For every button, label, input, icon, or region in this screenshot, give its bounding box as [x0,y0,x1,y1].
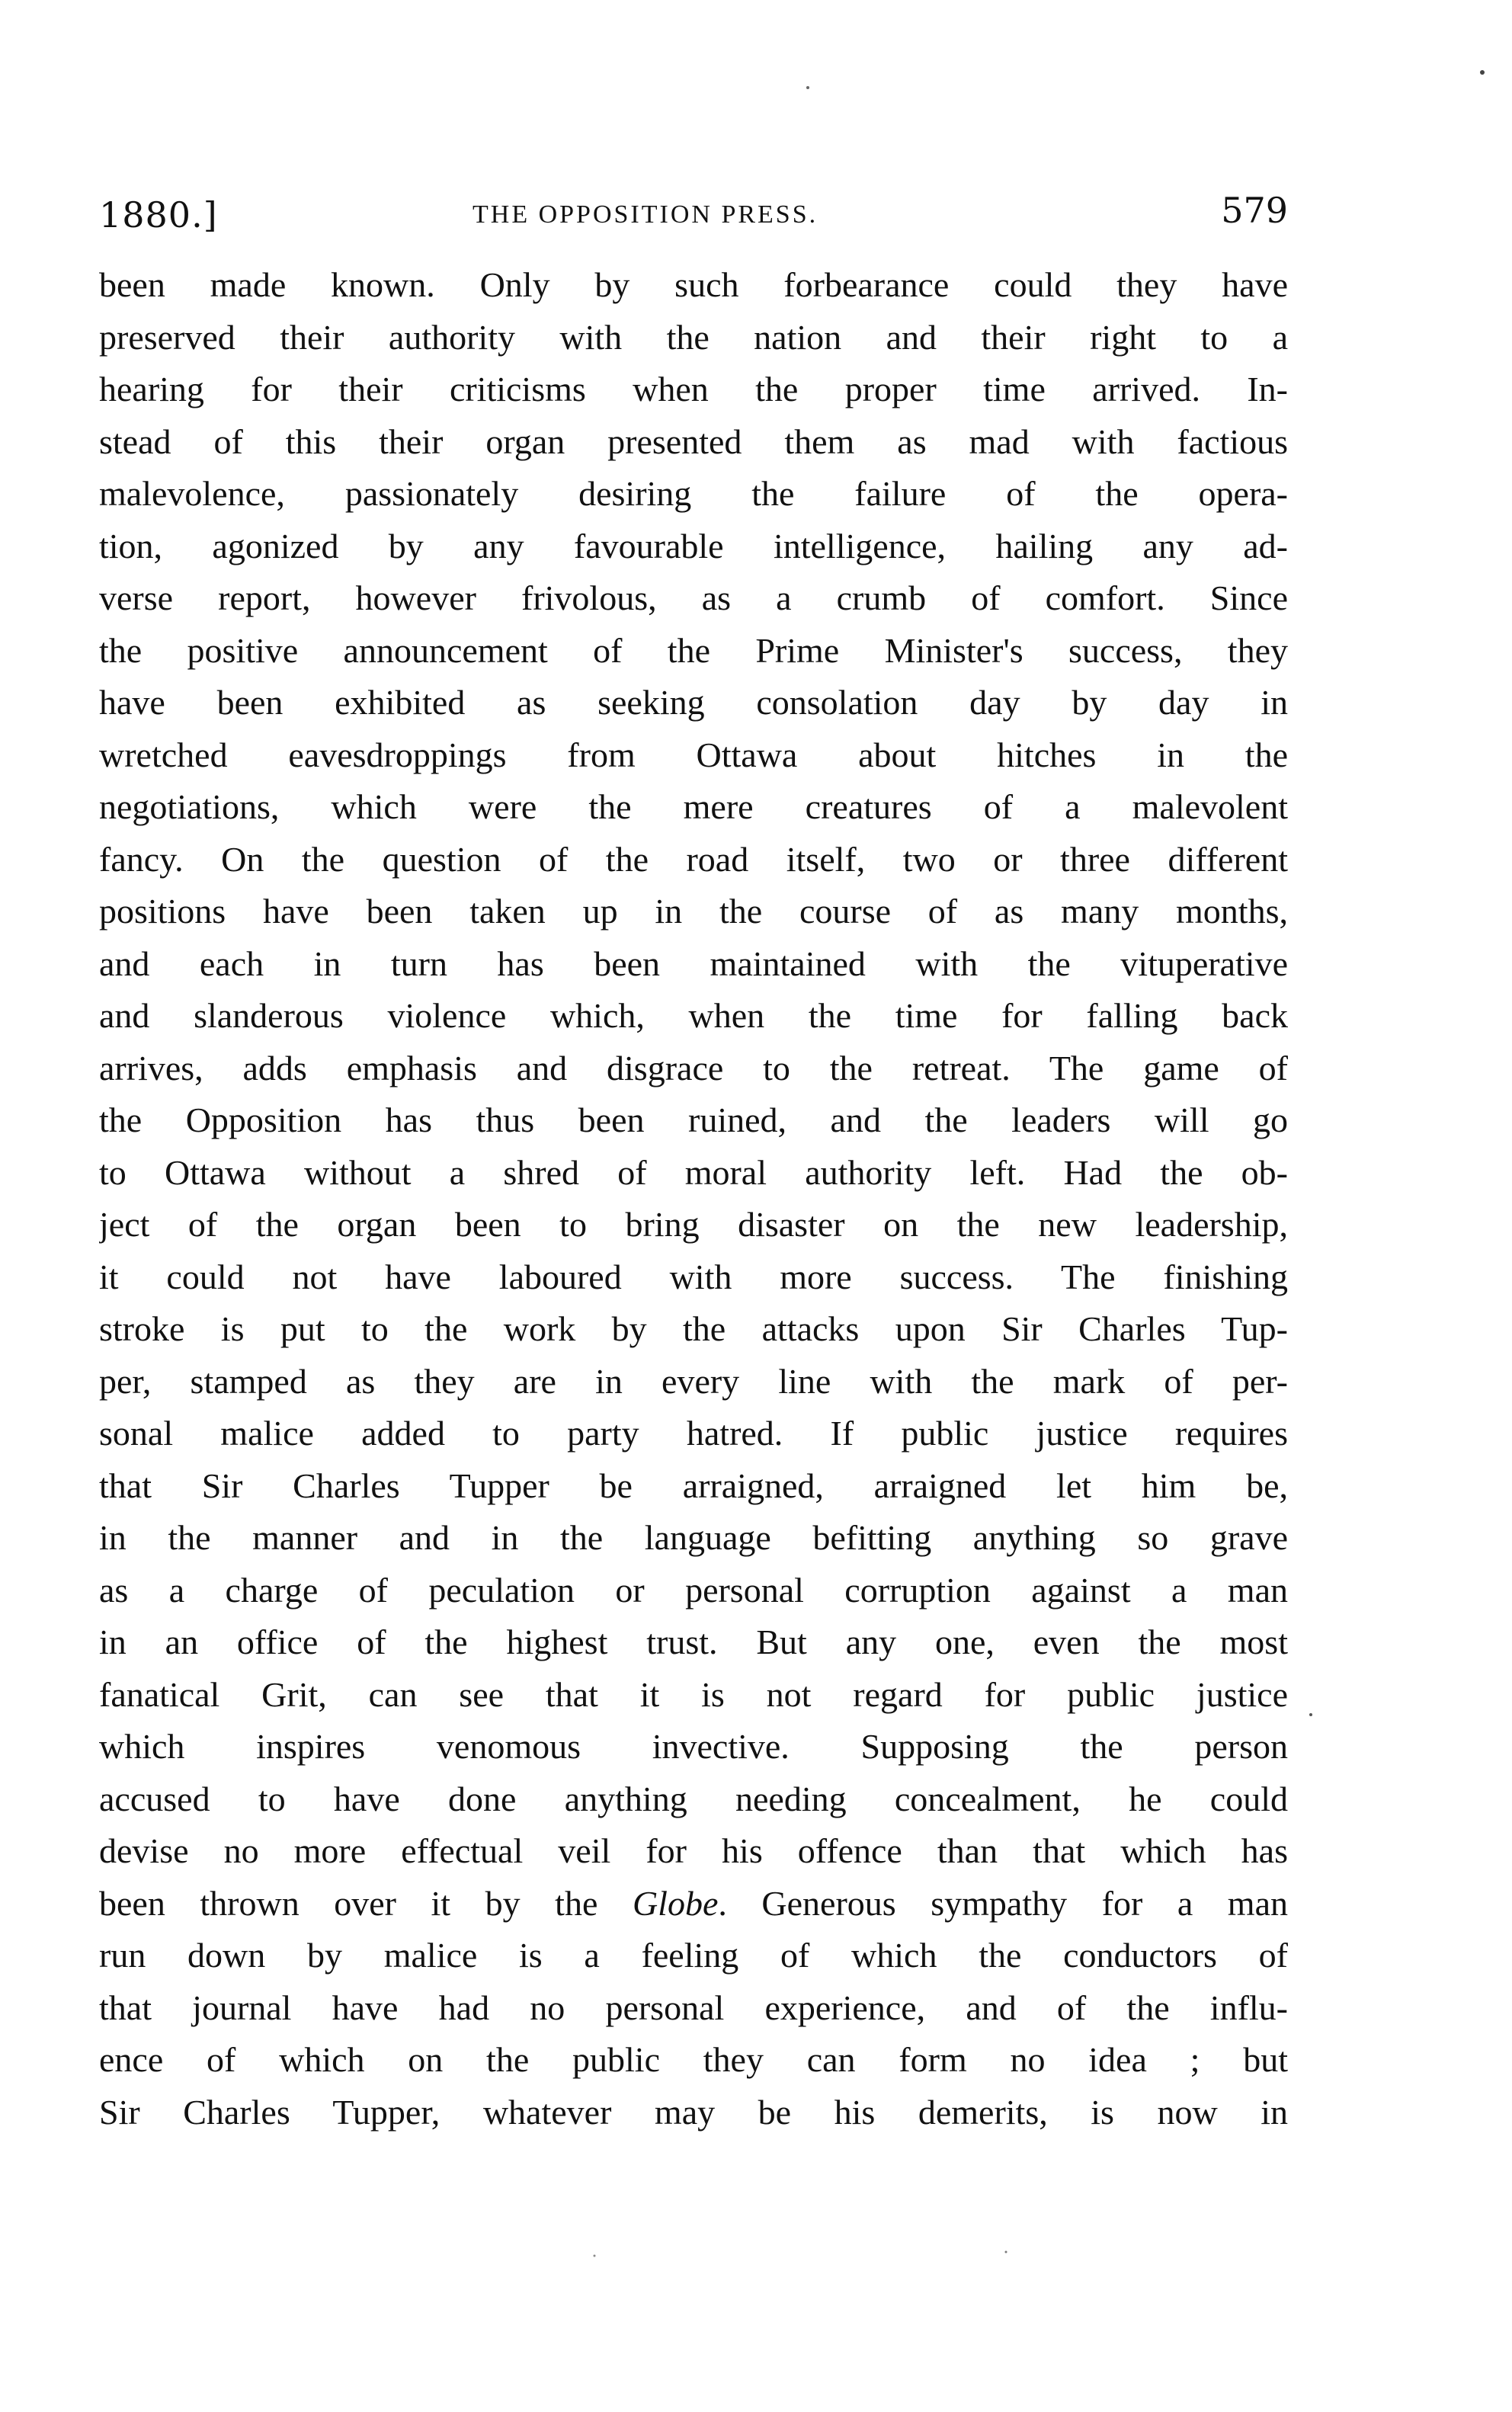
text-line: in the manner and in the language befitting anything so grave [99,1518,1288,1557]
text-line: devise no more effectual veil for his offence than that which has [99,1831,1288,1870]
body-text [99,259,1288,2378]
text-line: the Opposition has thus been ruined, and the leaders will go [99,1100,1288,1139]
text-line: been thrown over it by the Globe. Generous sympathy for a man [99,1883,1288,1923]
text-line: the positive announcement of the Prime Minister's success, they [99,630,1288,670]
newspaper-title: Globe [632,1883,719,1923]
text-line: in an office of the highest trust. But any one, even the most [99,1622,1288,1661]
text-line: accused to have done anything needing concealment, he could [99,1779,1288,1818]
text-line: been made known. Only by such forbearance could they have [99,265,1288,304]
text-line: fancy. On the question of the road itself, two or three different [99,839,1288,879]
text-line: have been exhibited as seeking consolation day by day in [99,683,1288,722]
text-line: as a charge of peculation or personal corruption against a man [99,1570,1288,1610]
running-head-title: THE OPPOSITION PRESS. [472,200,818,229]
text-line: per, stamped as they are in every line with the mark of per- [99,1361,1288,1401]
text-line: that Sir Charles Tupper be arraigned, arraigned let him be, [99,1465,1288,1505]
text-line: run down by malice is a feeling of which the conductors of [99,1936,1288,1975]
text-line: fanatical Grit, can see that it is not regard for public justice [99,1674,1288,1714]
running-head-year: 1880.] [99,194,218,235]
text-line: and slanderous violence which, when the time for falling back [99,996,1288,1035]
text-line: sonal malice added to party hatred. If public justice requires [99,1414,1288,1453]
text-line: ence of which on the public they can form no idea ; but [99,2040,1288,2079]
text-line: positions have been taken up in the course of as many months, [99,892,1288,931]
text-line: wretched eavesdroppings from Ottawa about hitches in the [99,735,1288,774]
text-line: negotiations, which were the mere creatures of a malevolent [99,787,1288,826]
text-line: preserved their authority with the nation and their right to a [99,317,1288,357]
text-line: stroke is put to the work by the attacks upon Sir Charles Tup- [99,1309,1288,1348]
running-head [99,190,1288,248]
text-line: stead of this their organ presented them as mad with factious [99,421,1288,461]
text-line: that journal have had no personal experience, and of the influ- [99,1988,1288,2027]
text-line: tion, agonized by any favourable intelligence, hailing any ad- [99,526,1288,565]
text-line: hearing for their criticisms when the proper time arrived. In- [99,370,1288,408]
text-line: and each in turn has been maintained with the vituperative [99,943,1288,983]
text-line: Sir Charles Tupper, whatever may be his demerits, is now in [99,2092,1288,2132]
text-line: it could not have laboured with more success. The finishing [99,1257,1288,1296]
page-number: 579 [1221,190,1288,231]
text-line: ject of the organ been to bring disaster on the new leadership, [99,1205,1288,1244]
text-line: arrives, adds emphasis and disgrace to the retreat. The game of [99,1048,1288,1087]
text-line: which inspires venomous invective. Supposing the person [99,1727,1288,1766]
text-line: to Ottawa without a shred of moral authority left. Had the ob- [99,1152,1288,1192]
text-line: malevolence, passionately desiring the failure of the opera- [99,474,1288,513]
text-line: verse report, however frivolous, as a crumb of comfort. Since [99,578,1288,617]
